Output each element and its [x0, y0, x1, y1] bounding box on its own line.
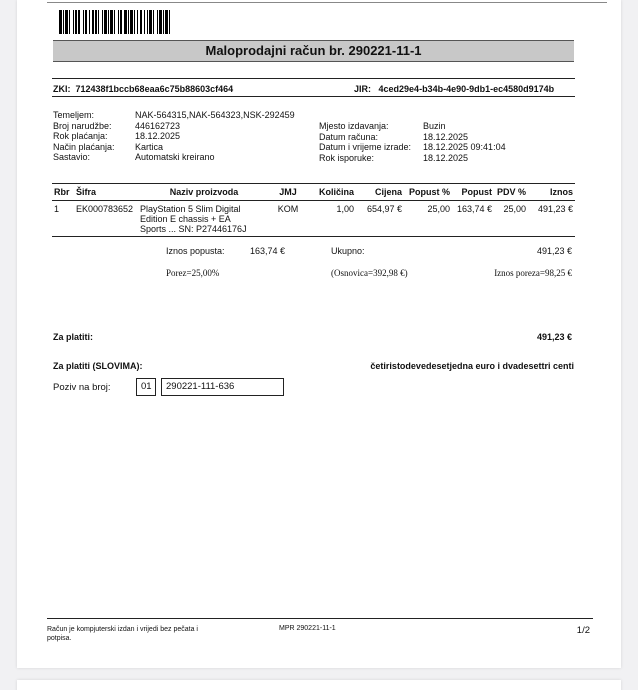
- meta-row: [53, 131, 295, 142]
- meta-label: Rok isporuke:: [319, 152, 375, 163]
- cell-kolicina: 1,00: [336, 204, 354, 214]
- divider: [52, 78, 575, 79]
- meta-row: [53, 121, 295, 132]
- meta-value: Buzin: [423, 121, 446, 131]
- cell-pdv-pct: 25,00: [503, 204, 526, 214]
- invoice-title: Maloprodajni račun br. 290221-11-1: [53, 40, 574, 62]
- payment-model-box: 01: [136, 378, 156, 396]
- left-meta: [53, 110, 295, 163]
- divider: [52, 236, 575, 237]
- meta-value: 18.12.2025: [423, 152, 469, 163]
- col-header: Popust: [452, 185, 494, 201]
- cell-naziv: [138, 201, 270, 238]
- amount-due-value: 491,23 €: [536, 332, 572, 342]
- cell-sifra: EK000783652: [76, 204, 134, 214]
- tax-amount: Iznos poreza=98,25 €: [494, 268, 572, 278]
- meta-label: Datum i vrijeme izrade:: [319, 142, 412, 152]
- meta-row: [319, 121, 506, 132]
- next-page-edge: [17, 680, 621, 690]
- divider: [52, 183, 575, 184]
- cell-rbr: 1: [54, 204, 60, 214]
- jir-row: [354, 84, 554, 94]
- payment-reference-box: 290221-111-636: [161, 378, 284, 396]
- meta-row: [53, 152, 295, 163]
- cell-iznos: 491,23 €: [537, 204, 573, 214]
- table-row: [52, 201, 575, 238]
- amount-words-label: Za platiti (SLOVIMA):: [53, 361, 143, 371]
- divider: [52, 96, 575, 97]
- col-header: Šifra: [74, 185, 138, 201]
- product-name-line: Sports ... SN: P27446176J: [140, 224, 247, 234]
- meta-label: Datum računa:: [319, 131, 379, 142]
- meta-value: 18.12.2025 09:41:04: [423, 142, 506, 152]
- zki-label: ZKI:: [53, 84, 71, 94]
- product-name-line: PlayStation 5 Slim Digital: [140, 204, 241, 214]
- payment-reference-label: Poziv na broj:: [53, 382, 111, 393]
- col-header: Naziv proizvoda: [138, 185, 270, 201]
- product-name-line: Edition E chassis + EA: [140, 214, 231, 224]
- meta-row: [319, 153, 506, 164]
- meta-value: Kartica: [135, 141, 164, 152]
- footer-divider: [47, 618, 593, 619]
- col-header: Iznos: [528, 185, 575, 201]
- col-header: JMJ: [270, 185, 306, 201]
- footer-note: [47, 625, 198, 643]
- top-rule: [47, 2, 607, 3]
- col-header: Količina: [306, 185, 356, 201]
- meta-label: Sastavio:: [53, 152, 91, 162]
- meta-label: Rok plaćanja:: [53, 131, 108, 141]
- meta-value: 18.12.2025: [135, 131, 181, 141]
- total-label: Ukupno:: [331, 246, 365, 256]
- meta-row: [53, 110, 295, 121]
- footer-note-line: Račun je kompjuterski izdan i vrijedi bez pečata i: [47, 626, 198, 633]
- meta-label: Mjesto izdavanja:: [319, 121, 389, 131]
- page-number: 1/2: [576, 625, 590, 636]
- col-header: Rbr: [52, 185, 74, 201]
- barcode-gap: [170, 10, 173, 34]
- meta-value: 18.12.2025: [423, 131, 469, 142]
- cell-popust-pct: 25,00: [427, 204, 450, 214]
- meta-value: Automatski kreirano: [135, 152, 215, 162]
- col-header: PDV %: [494, 185, 528, 201]
- right-meta: [319, 121, 506, 163]
- meta-value: 446162723: [135, 120, 181, 131]
- amount-due-label: Za platiti:: [53, 332, 93, 342]
- amount-words-value: četiristodevedesetjedna euro i dvadesettri centi: [370, 361, 574, 371]
- discount-label: Iznos popusta:: [166, 246, 225, 256]
- cell-popust: 163,74 €: [456, 204, 492, 214]
- col-header: Popust %: [404, 185, 452, 201]
- footer-note-line: potpisa.: [47, 635, 72, 642]
- tax-base: (Osnovica=392,98 €): [331, 268, 408, 278]
- cell-cijena: 654,97 €: [366, 204, 402, 214]
- invoice-page: [17, 0, 621, 668]
- col-header: Cijena: [356, 185, 404, 201]
- barcode: [59, 10, 235, 34]
- tax-rate: Porez=25,00%: [166, 268, 220, 278]
- table-header-row: [52, 185, 575, 201]
- zki-value: 712438f1bccb68eaa6c75b88603cf464: [75, 84, 234, 94]
- items-table: [52, 185, 575, 237]
- meta-label: Način plaćanja:: [53, 141, 115, 152]
- meta-value: NAK-564315,NAK-564323,NSK-292459: [135, 110, 295, 120]
- jir-value: 4ced29e4-b34b-4e90-9db1-ec4580d9174b: [378, 84, 555, 94]
- discount-value: 163,74 €: [250, 246, 286, 256]
- meta-label: Temeljem:: [53, 110, 95, 120]
- jir-label: JIR:: [354, 84, 372, 94]
- cell-jmj: KOM: [277, 204, 299, 214]
- footer-doc-ref: MPR 290221-11-1: [279, 625, 336, 632]
- meta-row: [319, 142, 506, 153]
- total-value: 491,23 €: [536, 246, 572, 256]
- zki-row: [53, 84, 233, 94]
- meta-label: Broj narudžbe:: [53, 120, 112, 131]
- meta-row: [53, 142, 295, 153]
- meta-row: [319, 132, 506, 143]
